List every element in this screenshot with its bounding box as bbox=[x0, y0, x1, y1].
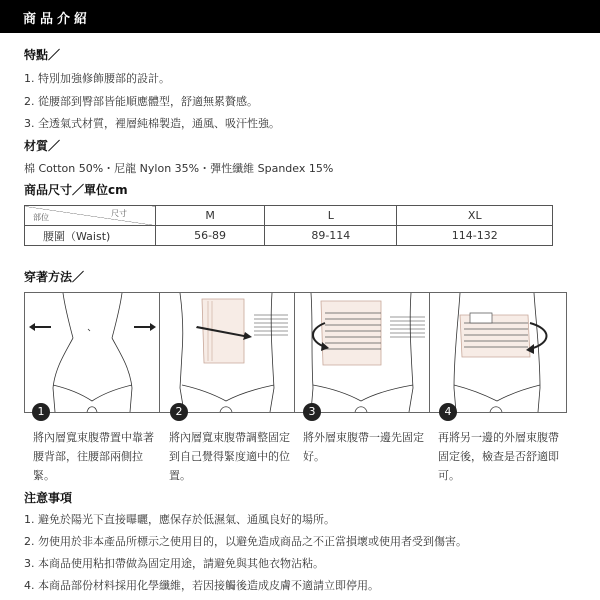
size-col-l: L bbox=[265, 206, 397, 226]
note-item: 4. 本商品部份材料採用化學纖維，若因接觸後造成皮膚不適請立即停用。 bbox=[24, 579, 379, 592]
size-table-corner bbox=[25, 206, 156, 226]
step-1-number: 1 bbox=[32, 403, 50, 421]
note-item: 1. 避免於陽光下直接曝曬，應保存於低濕氣、通風良好的場所。 bbox=[24, 513, 335, 526]
size-table bbox=[24, 205, 553, 246]
wearing-heading: 穿著方法／ bbox=[24, 270, 85, 284]
step-1-illustration bbox=[25, 293, 160, 412]
step-3-text: 將外層束腹帶一邊先固定好。 bbox=[303, 431, 424, 463]
section-title: 商品介紹 bbox=[23, 12, 92, 27]
step-3-illustration bbox=[295, 293, 430, 412]
step-2-illustration bbox=[160, 293, 295, 412]
section-header bbox=[0, 0, 600, 33]
step-2-text: 將內層寬束腹帶調整固定到自己覺得緊度適中的位置。 bbox=[169, 431, 290, 482]
material-text: 棉 Cotton 50%・尼龍 Nylon 35%・彈性纖維 Spandex 15% bbox=[24, 162, 334, 175]
corner-part-label: 部位 bbox=[33, 213, 49, 222]
step-4-illustration bbox=[430, 293, 565, 412]
feature-item: 1. 特別加強修飾腰部的設計。 bbox=[24, 72, 170, 85]
step-4-number: 4 bbox=[439, 403, 457, 421]
wearing-illustrations bbox=[24, 292, 567, 413]
size-col-xl: XL bbox=[397, 206, 553, 226]
size-heading: 商品尺寸／單位cm bbox=[24, 183, 128, 197]
waist-value-xl: 114-132 bbox=[397, 226, 553, 246]
size-table-header-row bbox=[25, 206, 553, 226]
waist-value-l: 89-114 bbox=[265, 226, 397, 246]
note-item: 2. 勿使用於非本產品所標示之使用目的，以避免造成商品之不正當損壞或使用者受到傷害。 bbox=[24, 535, 467, 548]
step-4-text: 再將另一邊的外層束腹帶固定後，檢查是否舒適即可。 bbox=[438, 431, 559, 482]
step-1-text: 將內層寬束腹帶置中靠著腰背部，往腰部兩側拉緊。 bbox=[33, 431, 154, 482]
step-2-number: 2 bbox=[170, 403, 188, 421]
note-item: 3. 本商品使用粘扣帶做為固定用途，請避免與其他衣物沾粘。 bbox=[24, 557, 324, 570]
features-heading: 特點／ bbox=[24, 48, 61, 62]
notes-heading: 注意事項 bbox=[24, 491, 73, 505]
waist-label: 腰圍（Waist) bbox=[25, 226, 156, 246]
feature-item: 2. 從腰部到臀部皆能順應體型，舒適無累贅感。 bbox=[24, 95, 258, 108]
feature-item: 3. 全透氣式材質，裡層純棉製造，通風、吸汗性強。 bbox=[24, 117, 280, 130]
waist-value-m: 56-89 bbox=[156, 226, 265, 246]
step-3-number: 3 bbox=[303, 403, 321, 421]
size-col-m: M bbox=[156, 206, 265, 226]
corner-size-label: 尺寸 bbox=[111, 209, 127, 218]
material-heading: 材質／ bbox=[24, 139, 61, 153]
size-table-row bbox=[25, 226, 553, 246]
